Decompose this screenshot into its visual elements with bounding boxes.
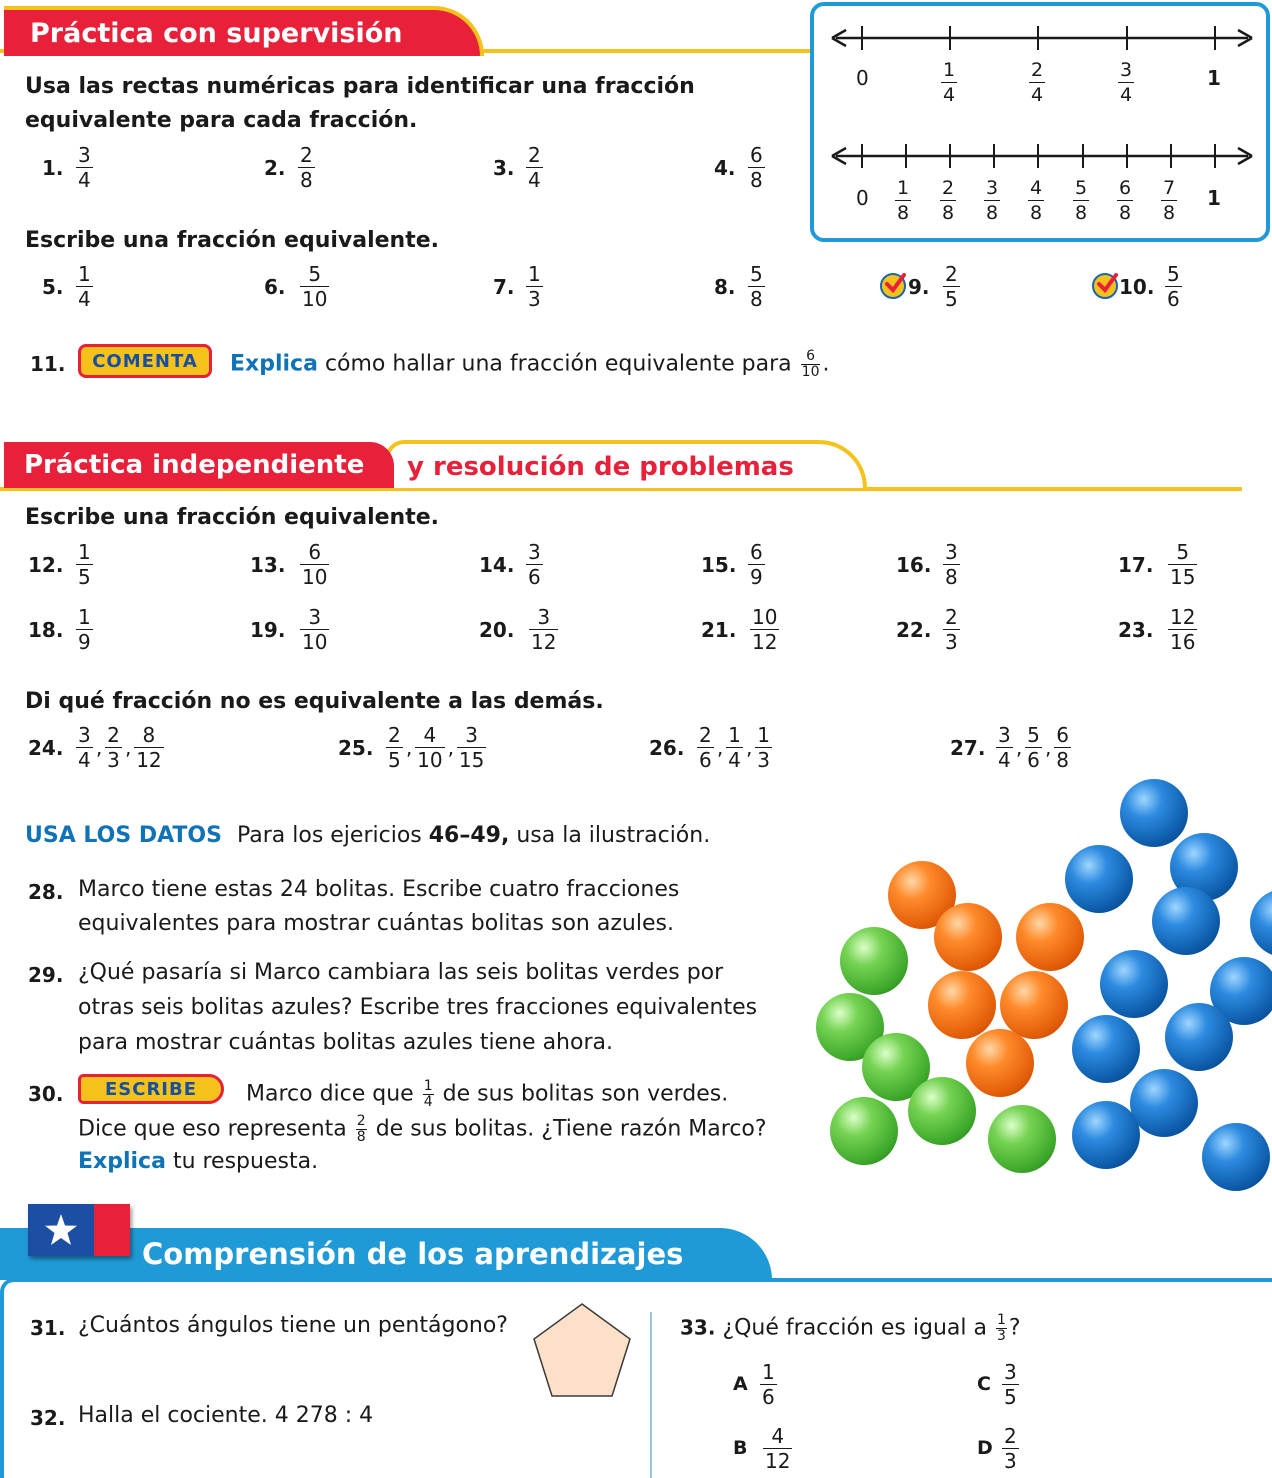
number-line-label: $\frac{3}{4}$ — [1120, 59, 1133, 106]
exercise-number: 20. — [479, 618, 515, 642]
marbles-illustration — [810, 775, 1272, 1195]
exercise-number: 4. — [714, 156, 736, 180]
fraction-group: $\frac{2}{5}$ ’ $\frac{4}{10}$ ’ $\frac{3}{15}$ — [388, 723, 485, 772]
independent-header-title: Práctica independiente — [24, 450, 365, 480]
number-line-label: $\frac{4}{8}$ — [1030, 177, 1043, 224]
exercise-33-question: 33. ¿Qué fracción es igual a $\frac{1}{3}$ ? — [680, 1312, 1021, 1344]
orange-marble — [1016, 903, 1084, 971]
blue-marble — [1120, 779, 1188, 847]
exercise-number: 24. — [28, 736, 64, 760]
exercise-number: 25. — [338, 736, 374, 760]
number-line-fourths — [830, 20, 1255, 60]
exercise-number: 8. — [714, 275, 736, 299]
exercise-number: 2. — [264, 156, 286, 180]
star-icon — [44, 1213, 78, 1247]
exercise-number: 11. — [30, 352, 66, 376]
option-letter: D — [977, 1437, 993, 1459]
exercise-fraction: $\frac{10}{12}$ — [752, 605, 778, 654]
exercise-number: 15. — [701, 553, 737, 577]
exercise-30-line: Marco dice que $\frac{1}{4}$ de sus bolitas son verdes. — [246, 1078, 729, 1110]
explica-label: Explica — [78, 1149, 166, 1174]
orange-marble — [1000, 971, 1068, 1039]
blue-marble — [1250, 889, 1272, 957]
exercise-number: 30. — [28, 1082, 64, 1106]
pentagon-shape — [530, 1300, 634, 1400]
exercise-fraction: $\frac{2}{4}$ — [528, 143, 541, 192]
green-marble — [840, 927, 908, 995]
exercise-fraction: $\frac{5}{6}$ — [1167, 262, 1180, 311]
blue-marble — [1072, 1015, 1140, 1083]
exercise-number: 1. — [42, 156, 64, 180]
green-marble — [908, 1077, 976, 1145]
exercise-29-line: ¿Qué pasaría si Marco cambiara las seis bolitas verdes por — [78, 960, 724, 985]
guided-instructions-2: equivalente para cada fracción. — [25, 108, 418, 133]
exercise-number: 27. — [950, 736, 986, 760]
exercise-29-line: otras seis bolitas azules? Escribe tres fracciones equivalentes — [78, 995, 758, 1020]
blue-marble — [1152, 887, 1220, 955]
exercise-fraction: $\frac{6}{8}$ — [750, 143, 763, 192]
option-fraction[interactable]: $\frac{1}{6}$ — [762, 1360, 775, 1409]
exercise-29-line: para mostrar cuántas bolitas azules tiene ahora. — [78, 1030, 613, 1055]
number-line-label: $\frac{2}{8}$ — [942, 177, 955, 224]
fraction-group: $\frac{3}{4}$ ’ $\frac{5}{6}$ ’ $\frac{6}{8}$ — [998, 723, 1069, 772]
exercise-fraction: $\frac{3}{12}$ — [531, 605, 557, 654]
exercise-30-line: Explica tu respuesta. — [78, 1149, 319, 1174]
exercise-number: 29. — [28, 963, 64, 987]
exercise-fraction: $\frac{3}{10}$ — [302, 605, 328, 654]
exercise-fraction: $\frac{1}{4}$ — [78, 262, 91, 311]
exercise-number: 7. — [493, 275, 515, 299]
exercise-32-text: Halla el cociente. 4 278 : 4 — [78, 1403, 374, 1428]
exercise-30-line: Dice que eso representa $\frac{2}{8}$ de sus bolitas. ¿Tiene razón Marco? — [78, 1113, 767, 1145]
exercise-31-text: ¿Cuántos ángulos tiene un pentágono? — [78, 1313, 508, 1338]
exercise-number: 22. — [896, 618, 932, 642]
explica-label: Explica — [230, 351, 318, 377]
guided-header-title: Práctica con supervisión — [30, 18, 403, 49]
blue-marble — [1100, 950, 1168, 1018]
exercise-fraction: $\frac{3}{8}$ — [945, 540, 958, 589]
exercise-number: 3. — [493, 156, 515, 180]
orange-marble — [928, 971, 996, 1039]
exercise-number: 17. — [1118, 553, 1154, 577]
guided-instructions-3: Escribe una fracción equivalente. — [25, 228, 440, 253]
exercise-fraction: $\frac{3}{4}$ — [78, 143, 91, 192]
blue-marble — [1065, 845, 1133, 913]
exercise-fraction: $\frac{2}{8}$ — [300, 143, 313, 192]
exercise-number: 28. — [28, 880, 64, 904]
green-marble — [830, 1097, 898, 1165]
blue-marble — [1202, 1123, 1270, 1191]
independent-instructions-1: Escribe una fracción equivalente. — [25, 505, 440, 530]
number-line-label: 0 — [856, 66, 869, 90]
independent-header-right — [385, 440, 867, 488]
number-line-eighths — [830, 138, 1255, 178]
comprension-panel — [0, 1278, 1272, 1478]
number-line-label: 0 — [856, 186, 869, 210]
flag-icon — [28, 1204, 130, 1256]
number-line-label: $\frac{2}{4}$ — [1031, 59, 1044, 106]
exercise-number: 13. — [250, 553, 286, 577]
exercise-number: 31. — [30, 1316, 66, 1340]
option-fraction[interactable]: $\frac{3}{5}$ — [1004, 1360, 1017, 1409]
exercise-28-line: equivalentes para mostrar cuántas bolitas son azules. — [78, 911, 674, 936]
number-line-label: $\frac{3}{8}$ — [986, 177, 999, 224]
exercise-11-fraction: $\frac{6}{10}$ — [801, 348, 820, 380]
option-letter: B — [733, 1437, 748, 1459]
number-line-label: $\frac{7}{8}$ — [1163, 177, 1176, 224]
exercise-number: 32. — [30, 1406, 66, 1430]
exercise-fraction: $\frac{3}{6}$ — [528, 540, 541, 589]
orange-marble — [966, 1029, 1034, 1097]
number-line-label: 1 — [1207, 186, 1221, 210]
usa-los-datos-label: USA LOS DATOS — [25, 823, 222, 848]
exercise-number: 12. — [28, 553, 64, 577]
exercise-number: 26. — [649, 736, 685, 760]
exercise-fraction: $\frac{2}{5}$ — [945, 262, 958, 311]
exercise-fraction: $\frac{6}{10}$ — [302, 540, 328, 589]
comprension-header-title: Comprensión de los aprendizajes — [142, 1237, 684, 1271]
green-marble — [988, 1105, 1056, 1173]
exercise-number: 5. — [42, 275, 64, 299]
guided-instructions-1: Usa las rectas numéricas para identificar una fracción — [25, 74, 695, 99]
option-fraction[interactable]: $\frac{2}{3}$ — [1004, 1424, 1017, 1473]
exercise-number: 23. — [1118, 618, 1154, 642]
blue-marble — [1072, 1101, 1140, 1169]
exercise-fraction: $\frac{2}{3}$ — [945, 605, 958, 654]
usa-los-datos-line: USA LOS DATOS Para los ejericios 46–49, usa la ilustración. — [25, 823, 711, 848]
number-line-label: 1 — [1207, 66, 1221, 90]
number-line-label: $\frac{1}{4}$ — [943, 59, 956, 106]
exercise-fraction: $\frac{1}{5}$ — [78, 540, 91, 589]
checkmark-icon — [880, 273, 906, 299]
blue-marble — [1130, 1069, 1198, 1137]
exercise-number: 16. — [896, 553, 932, 577]
exercise-11-text: Explica cómo hallar una fracción equivalente para $\frac{6}{10}$ . — [230, 348, 830, 380]
independent-header — [4, 442, 394, 488]
exercise-28-line: Marco tiene estas 24 bolitas. Escribe cuatro fracciones — [78, 877, 680, 902]
number-line-label: $\frac{1}{8}$ — [897, 177, 910, 224]
exercise-number: 9. — [908, 275, 930, 299]
comenta-badge: COMENTA — [78, 344, 212, 378]
independent-header-subtitle: y resolución de problemas — [407, 452, 794, 482]
escribe-badge: ESCRIBE — [78, 1074, 224, 1104]
exercise-number: 10. — [1119, 275, 1155, 299]
exercise-11-body: cómo hallar una fracción equivalente para — [324, 351, 792, 377]
exercise-fraction: $\frac{1}{9}$ — [78, 605, 91, 654]
exercise-fraction: $\frac{5}{10}$ — [302, 262, 328, 311]
exercise-fraction: $\frac{5}{8}$ — [750, 262, 763, 311]
exercise-number: 14. — [479, 553, 515, 577]
exercise-fraction: $\frac{6}{9}$ — [750, 540, 763, 589]
checkmark-icon — [1092, 273, 1118, 299]
fraction-group: $\frac{3}{4}$ ’ $\frac{2}{3}$ ’ $\frac{8}{12}$ — [78, 723, 162, 772]
number-line-label: $\frac{6}{8}$ — [1119, 177, 1132, 224]
exercise-number: 6. — [264, 275, 286, 299]
number-line-label: $\frac{5}{8}$ — [1075, 177, 1088, 224]
exercise-number: 19. — [250, 618, 286, 642]
option-letter: C — [977, 1373, 991, 1395]
exercise-fraction: $\frac{1}{3}$ — [528, 262, 541, 311]
exercise-fraction: $\frac{5}{15}$ — [1170, 540, 1196, 589]
column-divider — [650, 1312, 652, 1478]
fraction-group: $\frac{2}{6}$ ’ $\frac{1}{4}$ ’ $\frac{1}{3}$ — [699, 723, 770, 772]
guided-header — [4, 6, 484, 56]
option-letter: A — [733, 1373, 748, 1395]
option-fraction[interactable]: $\frac{4}{12}$ — [765, 1424, 791, 1473]
independent-instructions-2: Di qué fracción no es equivalente a las demás. — [25, 689, 604, 714]
exercise-number: 18. — [28, 618, 64, 642]
exercise-number: 21. — [701, 618, 737, 642]
orange-marble — [934, 903, 1002, 971]
blue-marble — [1165, 1003, 1233, 1071]
exercise-fraction: $\frac{12}{16}$ — [1170, 605, 1196, 654]
